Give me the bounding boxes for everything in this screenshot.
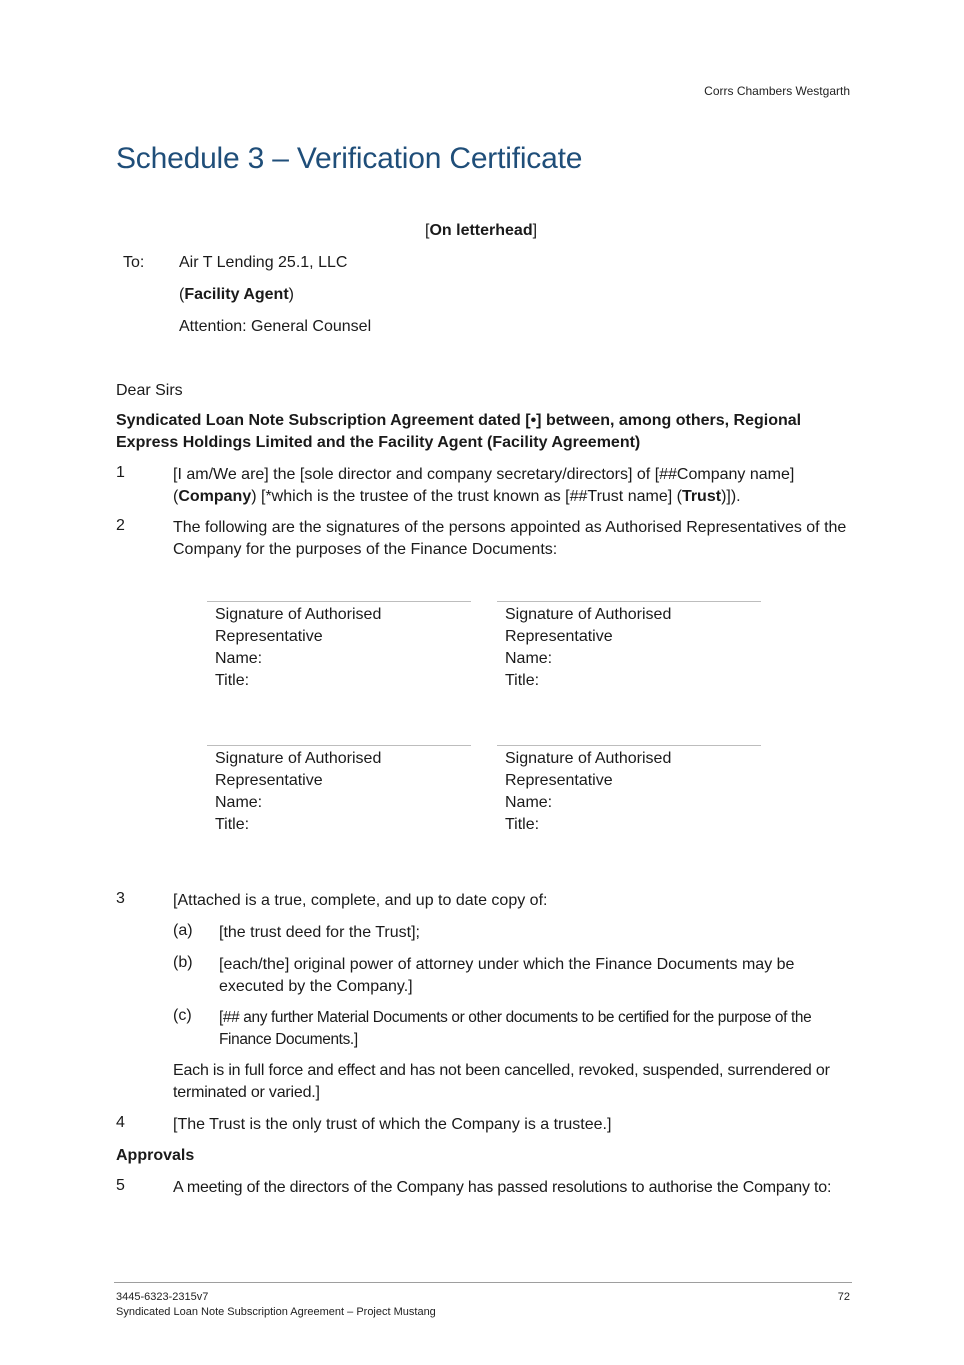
paragraph-3-closing: Each is in full force and effect and has not been cancelled, revoked, suspended, surrendered or terminated or varied.]: [173, 1062, 830, 1101]
to-label: To:: [123, 254, 145, 271]
signature-title-label: Title:: [505, 816, 540, 833]
paragraph-number-3: 3: [116, 890, 125, 907]
sub-item-a: [the trust deed for the Trust];: [219, 924, 420, 941]
firm-name: Corrs Chambers Westgarth: [704, 84, 850, 98]
signature-label: Signature of Authorised: [505, 606, 672, 623]
salutation: Dear Sirs: [116, 382, 183, 399]
signature-name-label: Name:: [215, 650, 263, 667]
page-title: Schedule 3 – Verification Certificate: [116, 142, 583, 175]
signature-block: [207, 745, 471, 836]
approvals-heading: Approvals: [116, 1147, 195, 1164]
subject-line: Syndicated Loan Note Subscription Agreement dated [•] between, among others, Regional Express Holdings Limited and the Facility Agent (Facility Agreement): [116, 412, 802, 451]
signature-label: Signature of Authorised: [215, 606, 382, 623]
signature-block: [497, 601, 761, 692]
signature-title-label: Title:: [505, 672, 540, 689]
sub-item-label-c: (c): [173, 1007, 192, 1024]
footer-doc-id: 3445-6323-2315v7: [116, 1291, 209, 1303]
paragraph-number-4: 4: [116, 1114, 125, 1131]
paragraph-3: [Attached is a true, complete, and up to date copy of:: [173, 892, 548, 909]
addressee-attention: Attention: General Counsel: [179, 318, 372, 335]
sub-item-label-a: (a): [173, 922, 193, 939]
paragraph-2: The following are the signatures of the persons appointed as Authorised Representatives of the Company for the purposes of the Finance Documents:: [173, 519, 847, 558]
paragraph-1: [I am/We are] the [sole director and company secretary/directors] of [##Company name] (Company) [*which is the trustee of the trust known as [##Trust name] (Trust)]).: [173, 466, 795, 505]
paragraph-number-1: 1: [116, 464, 125, 481]
signature-title-label: Title:: [215, 816, 250, 833]
signature-title-label: Title:: [215, 672, 250, 689]
paragraph-number-5: 5: [116, 1177, 125, 1194]
signature-name-label: Name:: [505, 794, 553, 811]
letterhead-note: [On letterhead]: [425, 222, 538, 239]
sub-item-c: [## any further Material Documents or other documents to be certified for the purpose of the Finance Documents.]: [219, 1009, 812, 1048]
sub-item-b: [each/the] original power of attorney under which the Finance Documents may be executed by the Company.]: [219, 956, 795, 995]
addressee-role: (Facility Agent): [179, 286, 294, 303]
signature-label: Signature of Authorised: [215, 750, 382, 767]
signature-label: Representative: [215, 772, 323, 789]
signature-label: Representative: [505, 772, 613, 789]
page-number: 72: [837, 1291, 850, 1303]
paragraph-4: [The Trust is the only trust of which the Company is a trustee.]: [173, 1116, 612, 1133]
signature-name-label: Name:: [215, 794, 263, 811]
signature-name-label: Name:: [505, 650, 553, 667]
signature-label: Signature of Authorised: [505, 750, 672, 767]
sub-item-label-b: (b): [173, 954, 193, 971]
addressee-name: Air T Lending 25.1, LLC: [179, 254, 348, 271]
signature-block: [497, 745, 761, 836]
signature-block: [207, 601, 471, 692]
footer-divider: [114, 1282, 852, 1283]
signature-label: Representative: [215, 628, 323, 645]
paragraph-number-2: 2: [116, 517, 125, 534]
paragraph-5: A meeting of the directors of the Company has passed resolutions to authorise the Company to:: [173, 1179, 832, 1196]
footer-doc-title: Syndicated Loan Note Subscription Agreement – Project Mustang: [116, 1306, 436, 1318]
signature-label: Representative: [505, 628, 613, 645]
